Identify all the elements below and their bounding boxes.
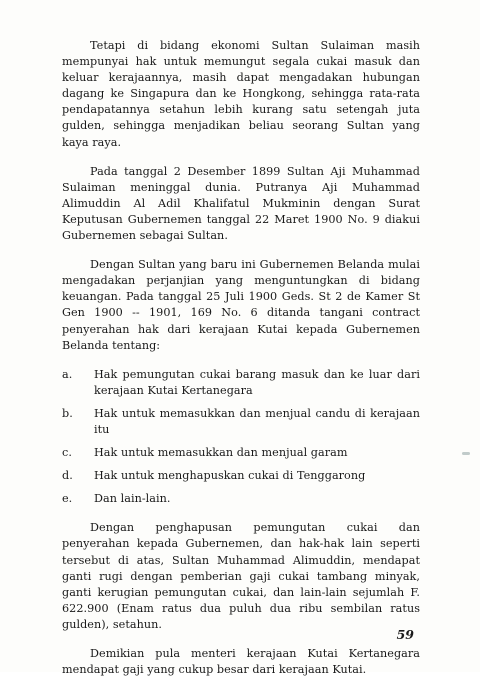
list-item-text: Dan lain-lain. xyxy=(94,492,171,506)
paragraph-ministers: Demikian pula menteri kerajaan Kutai Kertanegara mendapat gaji yang cukup besar dari kerajaan Kutai. xyxy=(62,647,420,677)
list-item xyxy=(62,445,420,461)
paragraph-economy: Tetapi di bidang ekonomi Sultan Sulaiman masih mempunyai hak untuk memungut segala cukai masuk dan keluar kerajaannya, masih dapat mengadakan hubungan dagang ke Singapura dan ke Hongkong, sehingga rata-rata pendapatannya setahun lebih kurang satu setengah juta gulden, sehingga menjadikan beliau seorang Sultan yang kaya raya. xyxy=(62,39,420,149)
list-marker: e. xyxy=(62,492,73,506)
paragraph-compensation: Dengan penghapusan pemungutan cukai dan penyerahan kepada Gubernemen, dan hak-hak lain seperti tersebut di atas, Sultan Muhammad Alimuddin, mendapat ganti rugi dengan pemberian gaji cukai tambang minyak, ganti kerugian pemungutan cukai, dan lain-lain sejumlah F. 622.900 (Enam ratus dua puluh dua ribu sembilan ratus gulden), setahun. xyxy=(62,521,420,631)
paragraph-succession: Pada tanggal 2 Desember 1899 Sultan Aji Muhammad Sulaiman meninggal dunia. Putranya Aji Muhammad Alimuddin Al Adil Khalifatul Mukminin dengan Surat Keputusan Gubernemen tanggal 22 Maret 1900 No. 9 diakui Gubernemen sebagai Sultan. xyxy=(62,164,420,243)
list-item xyxy=(62,367,420,399)
body-text xyxy=(62,38,420,691)
list-item xyxy=(62,491,420,507)
list-marker: b. xyxy=(62,406,73,420)
page-number: 59 xyxy=(396,627,414,642)
list-item-text: Hak pemungutan cukai barang masuk dan ke luar dari kerajaan Kutai Kertanegara xyxy=(94,367,420,397)
list-marker: d. xyxy=(62,469,73,483)
paragraph-contract: Dengan Sultan yang baru ini Gubernemen Belanda mulai mengadakan perjanjian yang menguntungkan di bidang keuangan. Pada tanggal 25 Juli 1900 Geds. St 2 de Kamer St Gen 1900 -- 1901, 169 No. 6 ditanda tangani contract penyerahan hak dari kerajaan Kutai kepada Gubernemen Belanda tentang: xyxy=(62,258,420,352)
list-item xyxy=(62,406,420,438)
list-marker: c. xyxy=(62,446,72,460)
list-item xyxy=(62,468,420,484)
scan-speck xyxy=(462,452,470,455)
rights-list xyxy=(62,367,420,508)
list-item-text: Hak untuk memasukkan dan menjual candu di kerajaan itu xyxy=(94,406,420,436)
list-marker: a. xyxy=(62,367,73,381)
list-item-text: Hak untuk menghapuskan cukai di Tenggarong xyxy=(94,469,366,483)
list-item-text: Hak untuk memasukkan dan menjual garam xyxy=(94,446,348,460)
